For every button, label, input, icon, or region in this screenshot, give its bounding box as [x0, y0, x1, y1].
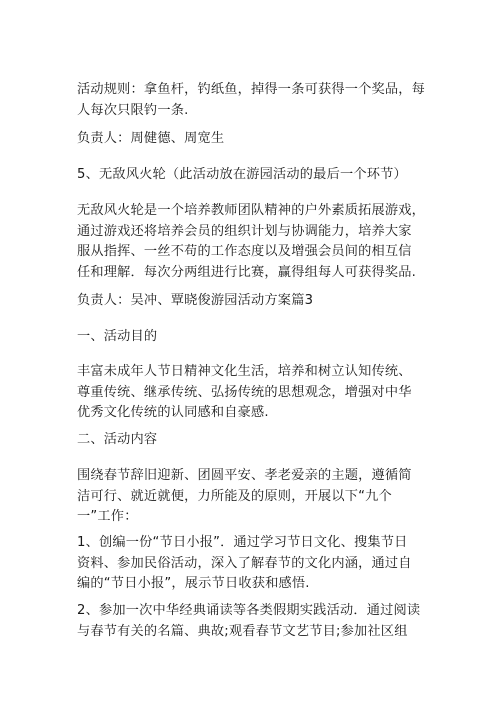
text-line: 洁可行、就近就便，力所能及的原则，开展以下“九个	[77, 488, 392, 504]
text-line: 负责人：吴冲、覃晓俊游园活动方案篇3	[77, 293, 314, 308]
text-line: 一、活动目的	[77, 329, 158, 344]
paragraph-content-intro	[77, 466, 427, 528]
text-line: 一”工作：	[77, 509, 138, 524]
text-line: 资料、参加民俗活动，深入了解春节的文化内涵，通过自	[77, 555, 412, 571]
paragraph-item-2	[77, 601, 427, 642]
text-line: 任和理解．每次分两组进行比赛，赢得组每人可获得奖品.	[77, 264, 417, 280]
paragraph-section-1	[77, 327, 427, 348]
text-line: 围绕春节辞旧迎新、团圆平安、孝老爱亲的主题，遵循简	[77, 468, 412, 483]
text-line: 1、创编一份“节日小报”．通过学习节日文化、搜集节日	[77, 535, 408, 550]
paragraph-rules	[77, 80, 427, 121]
text-line: 通过游戏还将培养会员的组织计划与协调能力，培养大家	[77, 223, 412, 239]
paragraph-heading-5	[77, 165, 427, 186]
paragraph-owner-1	[77, 129, 427, 150]
text-line: 丰富未成年人节日精神文化生活，培养和树立认知传统、	[77, 364, 412, 379]
text-line: 尊重传统、继承传统、弘扬传统的思想观念，增强对中华	[77, 384, 412, 400]
text-line: 与春节有关的名篇、典故;观看春节文艺节目;参加社区组	[77, 623, 408, 639]
text-line: 服从指挥、一丝不苟的工作态度以及增强会员间的相互信	[77, 244, 412, 259]
paragraph-section-2	[77, 430, 427, 451]
text-line: 编的“节日小报”，展示节日收获和感悟.	[77, 576, 310, 591]
paragraph-item-1	[77, 533, 427, 595]
text-line: 无敌风火轮是一个培养教师团队精神的户外素质拓展游戏，	[77, 203, 426, 218]
text-line: 2、参加一次中华经典诵读等各类假期实践活动．通过阅读	[77, 603, 421, 618]
paragraph-purpose	[77, 362, 427, 424]
text-line: 人每次只限钓一条.	[77, 102, 189, 118]
text-line: 优秀文化传统的认同感和自豪感.	[77, 405, 269, 420]
text-line: 二、活动内容	[77, 432, 158, 447]
paragraph-wheel-desc	[77, 201, 427, 283]
text-line: 负责人：周健德、周宽生	[77, 131, 225, 146]
paragraph-owner-2	[77, 291, 427, 312]
text-line: 活动规则：拿鱼杆，钓纸鱼，掉得一条可获得一个奖品，每	[77, 82, 426, 97]
text-line: 5、无敌风火轮（此活动放在游园活动的最后一个环节）	[77, 167, 407, 182]
